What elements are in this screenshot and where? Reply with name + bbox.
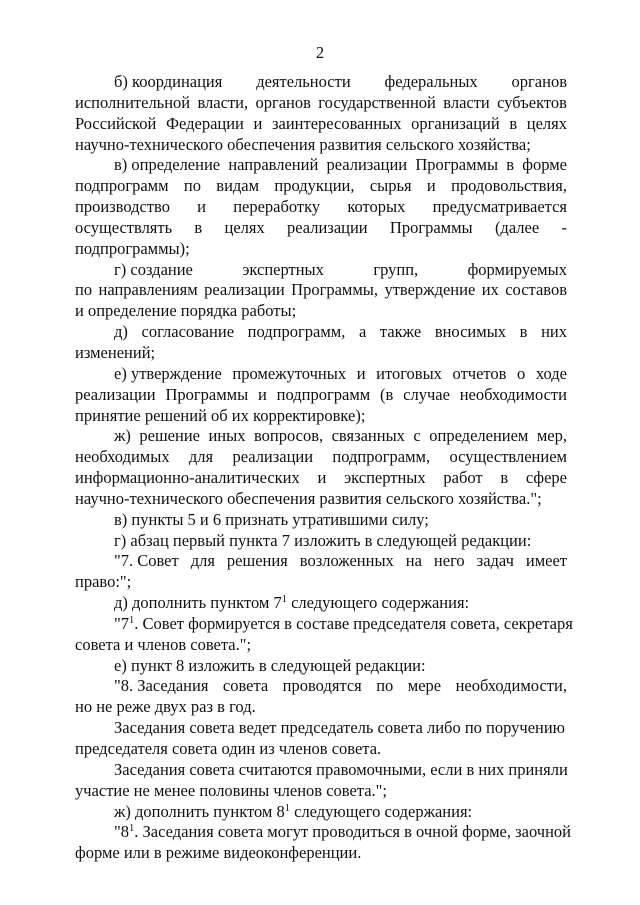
word: осуществлением (449, 447, 567, 467)
word: в (509, 113, 518, 133)
word: в (506, 155, 515, 175)
text-line (75, 572, 567, 593)
text-line (75, 739, 567, 760)
text-line (75, 676, 567, 697)
word: сфере (525, 468, 567, 488)
word: него (433, 551, 465, 571)
text-line (75, 343, 567, 364)
word: вопросов, (253, 426, 324, 446)
text-run (75, 635, 251, 656)
text-line (75, 593, 567, 614)
word: групп, (373, 259, 419, 279)
word: (далее (494, 217, 540, 237)
text-line (75, 426, 567, 447)
word: субъектов (497, 92, 567, 112)
word: мере (407, 676, 442, 696)
word: исполнительной (75, 92, 191, 112)
text-fragment: д) дополнить пунктом 7 (114, 593, 282, 613)
text-line (75, 72, 567, 93)
word: (в (380, 384, 394, 404)
word: заинтересованных (271, 113, 402, 133)
text-fragment: ж) дополнить пунктом 8 (114, 801, 285, 821)
text-line (75, 260, 567, 281)
text-run (75, 301, 296, 322)
word: определением (429, 426, 529, 446)
word: проводятся (282, 676, 362, 696)
text-line (75, 301, 567, 322)
text-line (75, 447, 567, 468)
text-run (75, 697, 256, 718)
word: Программы, (291, 280, 379, 300)
word: возложенных (299, 551, 394, 571)
word: по (75, 280, 93, 300)
word: г) создание (114, 259, 193, 279)
text-line (75, 239, 567, 260)
word: а (358, 322, 367, 342)
document-body (75, 72, 573, 864)
word: продукции, (274, 176, 355, 196)
superscript-index: 1 (129, 823, 135, 835)
word: совета (222, 676, 269, 696)
word: их (481, 280, 499, 300)
word: иных (208, 426, 246, 446)
text-fragment: изменений; (75, 342, 156, 362)
word: органов (511, 72, 567, 91)
text-line (75, 406, 567, 427)
text-run (114, 802, 472, 823)
word: и (253, 113, 263, 133)
word: федеральных (384, 72, 478, 91)
word: органов (255, 92, 311, 112)
word: целях (526, 113, 567, 133)
word: власти, (197, 92, 249, 112)
text-run (114, 760, 568, 781)
text-fragment: . Совет формируется в составе председателя совета, секретаря (134, 613, 573, 633)
text-line (75, 93, 567, 114)
text-run (75, 739, 381, 760)
word: составов (505, 280, 567, 300)
text-line (75, 364, 567, 385)
word: необходимых (75, 447, 170, 467)
text-fragment: . Заседания совета могут проводиться в очной форме, заочной (134, 822, 571, 842)
text-run (75, 135, 531, 156)
superscript-index: 1 (281, 594, 287, 606)
word: организаций (411, 113, 500, 133)
word: мер, (536, 426, 567, 446)
word: формируемых (467, 259, 567, 279)
word: и (356, 363, 366, 383)
text-fragment: подпрограммы); (75, 238, 190, 258)
word: видам (216, 176, 260, 196)
text-line (75, 613, 573, 635)
word: о (517, 363, 526, 383)
word: которых (347, 197, 406, 217)
word: в (519, 322, 528, 342)
word: в) определение (114, 155, 221, 175)
word: отчетов (452, 363, 507, 383)
text-fragment: следующего содержания: (290, 801, 473, 821)
text-fragment: "8 (114, 822, 129, 842)
text-line (75, 468, 567, 489)
word: необходимости, (455, 676, 567, 696)
text-run (75, 343, 155, 364)
word: них (541, 322, 567, 342)
word: подпрограмм, (332, 447, 431, 467)
word: в (500, 468, 509, 488)
word: реализации (75, 384, 156, 404)
word: "8. Заседания (114, 676, 209, 696)
word: реализации (326, 155, 408, 175)
text-line (75, 218, 567, 239)
word: с (413, 426, 421, 446)
text-fragment: г) абзац первый пункта 7 изложить в следующей редакции: (114, 530, 532, 550)
text-line (75, 322, 567, 343)
superscript-index: 1 (284, 802, 290, 814)
page-number: 2 (315, 43, 325, 62)
word: и (197, 197, 207, 217)
word: утверждение (384, 280, 476, 300)
text-line (75, 510, 567, 531)
word: реализации (204, 280, 285, 300)
word: итоговых (376, 363, 442, 383)
text-fragment: Заседания совета считаются правомочными, если в них приняли (114, 759, 568, 779)
word: случае (403, 384, 450, 404)
text-fragment: совета и членов совета."; (75, 634, 252, 654)
word: задач (476, 551, 514, 571)
word: в (194, 217, 203, 237)
text-run (114, 593, 469, 614)
word: промежуточных (232, 363, 347, 383)
text-line (75, 114, 567, 135)
text-run (75, 406, 365, 427)
word: подпрограмм (276, 384, 371, 404)
word: продовольствия, (451, 176, 567, 196)
text-fragment: е) пункт 8 изложить в следующей редакции: (114, 655, 426, 675)
text-run (75, 489, 542, 510)
text-run (114, 822, 571, 843)
word: подпрограмм, (247, 322, 346, 342)
word: направлениям (98, 280, 198, 300)
text-run (75, 572, 131, 593)
word: направлений (228, 155, 319, 175)
text-run (75, 239, 190, 260)
text-run (114, 656, 426, 677)
word: д) (114, 322, 128, 342)
text-line (75, 781, 567, 802)
word: экспертных (344, 468, 426, 488)
text-fragment: председателя совета один из членов совета. (75, 739, 382, 758)
text-line (75, 531, 567, 552)
word: и (317, 468, 327, 488)
text-line (75, 135, 567, 156)
word: информационно-аналитических (75, 468, 300, 488)
text-fragment: принятие решений об их корректировке); (75, 405, 366, 425)
text-line (75, 656, 567, 677)
text-line (75, 551, 567, 572)
word: Программы (415, 155, 499, 175)
word: предусматривается (432, 197, 567, 217)
word: также (379, 322, 422, 342)
word: для (190, 551, 215, 571)
text-fragment: "7 (114, 613, 129, 633)
word: решения (226, 551, 288, 571)
word: по (183, 176, 201, 196)
word: Федерации (165, 113, 244, 133)
word: согласование (141, 322, 235, 342)
word: - (561, 217, 567, 237)
text-run (75, 843, 361, 864)
word: экспертных (242, 259, 324, 279)
word: е) утверждение (114, 363, 222, 383)
word: вносимых (434, 322, 507, 342)
text-line (75, 718, 567, 739)
text-fragment: в) пункты 5 и 6 признать утратившими силу; (114, 509, 429, 529)
word: работ (443, 468, 483, 488)
word: для (188, 447, 214, 467)
text-line (75, 489, 567, 510)
word: Российской (75, 113, 157, 133)
text-line (75, 385, 567, 406)
word: ходе (535, 363, 567, 383)
text-line (75, 760, 567, 781)
word: Программы (389, 217, 473, 237)
text-fragment: научно-технического обеспечения развития сельского хозяйства."; (75, 488, 542, 508)
text-line (75, 822, 571, 843)
word: на (405, 551, 422, 571)
text-run (114, 718, 565, 739)
text-fragment: право:"; (75, 572, 132, 592)
superscript-index: 1 (129, 614, 135, 626)
word: сырья (369, 176, 412, 196)
text-run (114, 614, 573, 635)
text-fragment: следующего содержания: (286, 593, 470, 613)
word: власти (443, 92, 490, 112)
text-line (75, 155, 567, 176)
word: переработку (233, 197, 321, 217)
word: имеет (525, 551, 567, 571)
word: по (376, 676, 394, 696)
word: Программы (165, 384, 249, 404)
word: связанных (331, 426, 405, 446)
text-fragment: форме или в режиме видеоконференции. (75, 843, 362, 863)
word: и (258, 384, 267, 404)
word: форме (522, 155, 567, 175)
word: подпрограмм (75, 176, 169, 196)
word: производство (75, 197, 170, 217)
word: "7. Совет (114, 551, 179, 571)
text-line (75, 197, 567, 218)
text-fragment: и определение порядка работы; (75, 301, 297, 321)
text-run (114, 531, 531, 552)
text-run (114, 510, 429, 531)
word: деятельности (256, 72, 351, 91)
word: б) координация (114, 72, 223, 91)
word: реализации (287, 217, 368, 237)
text-line (75, 697, 567, 718)
text-fragment: но не реже двух раз в год. (75, 697, 256, 717)
word: реализации (232, 447, 314, 467)
word: необходимости (459, 384, 567, 404)
text-line (75, 280, 567, 301)
text-fragment: участие не менее половины членов совета."; (75, 780, 387, 800)
word: и (426, 176, 436, 196)
text-fragment: Заседания совета ведет председатель совета либо по поручению (114, 718, 566, 738)
text-line (75, 635, 567, 656)
word: государственной (318, 92, 436, 112)
text-fragment: научно-технического обеспечения развития сельского хозяйства; (75, 134, 531, 154)
text-line (75, 176, 567, 197)
word: ж) (114, 426, 131, 446)
word: решение (139, 426, 200, 446)
text-line (75, 843, 567, 864)
text-run (75, 781, 387, 802)
word: целях (224, 217, 265, 237)
text-line (75, 802, 567, 823)
word: осуществлять (75, 217, 173, 237)
